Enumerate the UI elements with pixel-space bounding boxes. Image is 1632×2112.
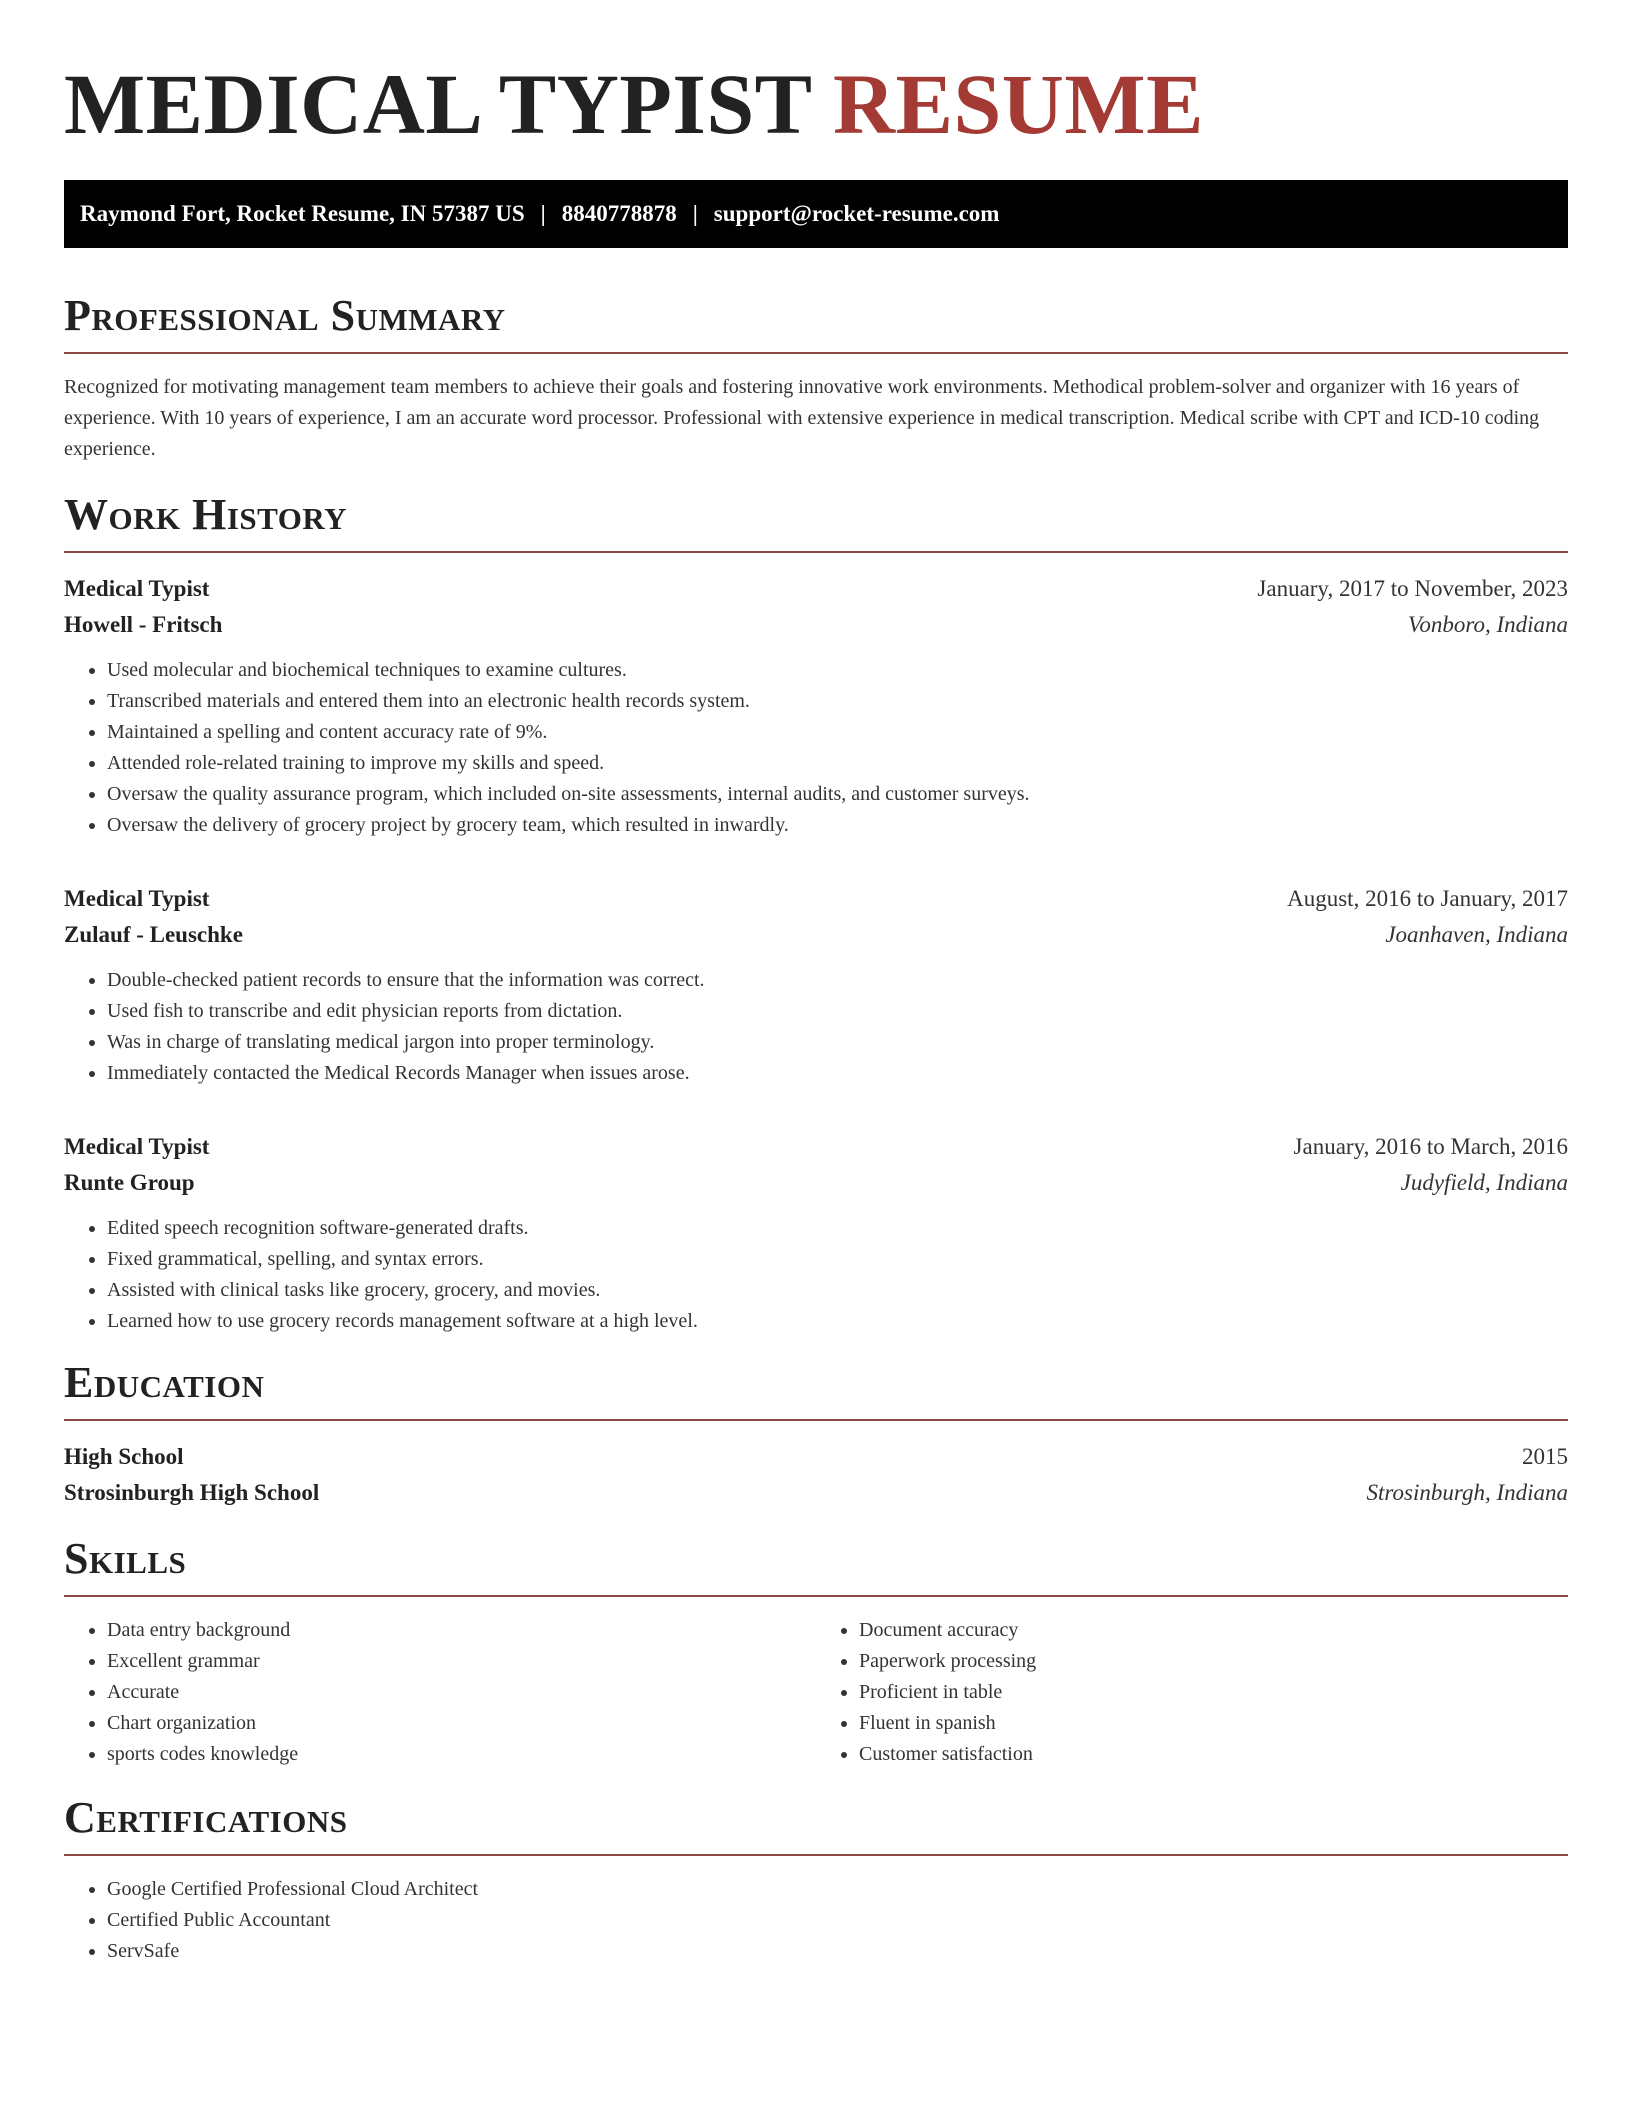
resume-title (64, 56, 1568, 152)
job-company: Runte Group (64, 1170, 195, 1195)
section-title-skills: Skills (64, 1534, 187, 1583)
contact-email: support@rocket-resume.com (713, 201, 1000, 226)
contact-bar (64, 180, 1568, 248)
job-header-row (64, 881, 1568, 917)
section-title-certifications: Certifications (64, 1793, 348, 1842)
certification-item: • ServSafe (107, 1936, 1568, 1967)
job-bullet: • Used molecular and biochemical techniques to examine cultures. (107, 655, 1568, 686)
section-divider (64, 1419, 1568, 1421)
section-divider (64, 352, 1568, 354)
education-school: Strosinburgh High School (64, 1480, 320, 1505)
job-bullet: • Oversaw the delivery of grocery project by grocery team, which resulted in inwardly. (107, 810, 1568, 841)
job-title: Medical Typist (64, 1134, 210, 1159)
job-title: Medical Typist (64, 576, 210, 601)
certification-item: • Certified Public Accountant (107, 1905, 1568, 1936)
job-header-row (64, 1129, 1568, 1165)
job-bullet-list (64, 965, 1568, 1089)
education-year: 2015 (1522, 1444, 1568, 1469)
job-entry (64, 881, 1568, 1089)
skill-item: • Document accuracy (859, 1615, 1568, 1646)
job-bullet: • Maintained a spelling and content accuracy rate of 9%. (107, 717, 1568, 748)
skill-item: • sports codes knowledge (107, 1739, 816, 1770)
job-dates: January, 2017 to November, 2023 (1257, 576, 1568, 601)
job-bullet: • Transcribed materials and entered them into an electronic health records system. (107, 686, 1568, 717)
summary-section (64, 292, 1568, 465)
skill-item: • Proficient in table (859, 1677, 1568, 1708)
skills-section (64, 1535, 1568, 1770)
education-degree: High School (64, 1444, 184, 1469)
job-header-row (64, 571, 1568, 607)
summary-text: Recognized for motivating management team members to achieve their goals and fostering innovative work environments. Methodical problem-solver and organizer with 16 years of experience. With 10 years of experience, I am an accurate word processor. Professional with extensive experience in medical transcription. Medical scribe with CPT and ICD-10 coding experience. (64, 376, 1540, 460)
job-bullet-list (64, 655, 1568, 841)
contact-separator: | (540, 201, 546, 226)
skill-item: • Paperwork processing (859, 1646, 1568, 1677)
section-title-education: Education (64, 1358, 265, 1407)
skills-columns (64, 1615, 1568, 1770)
job-company: Howell - Fritsch (64, 612, 223, 637)
section-title-summary: Professional Summary (64, 291, 506, 340)
skills-list-left (64, 1615, 816, 1770)
job-company: Zulauf - Leuschke (64, 922, 243, 947)
job-bullet-list (64, 1213, 1568, 1337)
job-company-row (64, 607, 1568, 643)
skill-item: • Chart organization (107, 1708, 816, 1739)
job-bullet: • Attended role-related training to improve my skills and speed. (107, 748, 1568, 779)
job-bullet: • Immediately contacted the Medical Records Manager when issues arose. (107, 1058, 1568, 1089)
job-bullet: • Used fish to transcribe and edit physician reports from dictation. (107, 996, 1568, 1027)
skills-list-right (816, 1615, 1568, 1770)
job-bullet: • Learned how to use grocery records management software at a high level. (107, 1306, 1568, 1337)
certifications-section (64, 1794, 1568, 1967)
section-divider (64, 1595, 1568, 1597)
section-divider (64, 1854, 1568, 1856)
skill-item: • Data entry background (107, 1615, 816, 1646)
title-accent: RESUME (833, 56, 1204, 152)
section-divider (64, 551, 1568, 553)
job-bullet: • Edited speech recognition software-generated drafts. (107, 1213, 1568, 1244)
education-school-row (64, 1475, 1568, 1511)
job-location: Judyfield, Indiana (1400, 1170, 1568, 1195)
job-location: Joanhaven, Indiana (1385, 922, 1568, 947)
job-company-row (64, 1165, 1568, 1201)
contact-separator: | (692, 201, 698, 226)
section-title-work-history: Work History (64, 490, 348, 539)
job-company-row (64, 917, 1568, 953)
skill-item: • Fluent in spanish (859, 1708, 1568, 1739)
education-section (64, 1359, 1568, 1511)
skill-item: • Excellent grammar (107, 1646, 816, 1677)
certifications-list (64, 1874, 1568, 1967)
skill-item: • Customer satisfaction (859, 1739, 1568, 1770)
job-bullet: • Was in charge of translating medical jargon into proper terminology. (107, 1027, 1568, 1058)
job-bullet: • Fixed grammatical, spelling, and syntax errors. (107, 1244, 1568, 1275)
job-title: Medical Typist (64, 886, 210, 911)
work-history-section (64, 491, 1568, 1337)
job-dates: August, 2016 to January, 2017 (1287, 886, 1568, 911)
contact-address: Raymond Fort, Rocket Resume, IN 57387 US (80, 201, 525, 226)
job-bullet: • Double-checked patient records to ensure that the information was correct. (107, 965, 1568, 996)
job-location: Vonboro, Indiana (1407, 612, 1568, 637)
education-location: Strosinburgh, Indiana (1366, 1480, 1568, 1505)
job-bullet: • Oversaw the quality assurance program, which included on-site assessments, internal audits, and customer surveys. (107, 779, 1568, 810)
skill-item: • Accurate (107, 1677, 816, 1708)
job-bullet: • Assisted with clinical tasks like grocery, grocery, and movies. (107, 1275, 1568, 1306)
job-dates: January, 2016 to March, 2016 (1293, 1134, 1568, 1159)
job-entry (64, 571, 1568, 841)
contact-phone: 8840778878 (561, 201, 677, 226)
education-header-row (64, 1439, 1568, 1475)
certification-item: • Google Certified Professional Cloud Architect (107, 1874, 1568, 1905)
job-entry (64, 1129, 1568, 1337)
title-main: MEDICAL TYPIST (64, 56, 811, 152)
